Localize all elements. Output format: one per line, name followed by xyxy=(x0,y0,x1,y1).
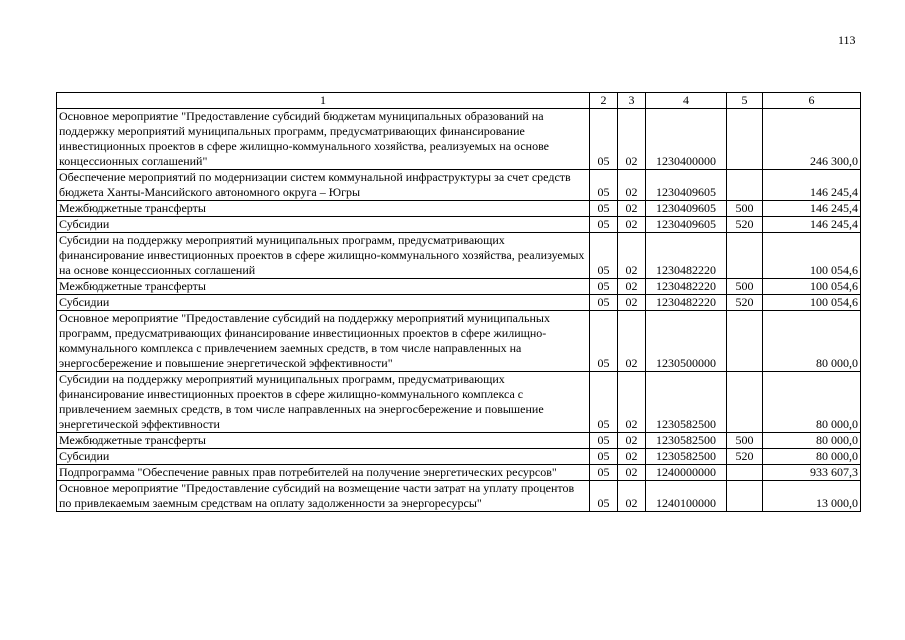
row-expense-type-cell: 520 xyxy=(727,295,763,311)
row-name-cell: Основное мероприятие "Предоставление субсидий на поддержку мероприятий муниципальных программ, предусматривающих финансирование инвестиционных проектов в сфере жилищно-коммунального комплекса с привлечением заемных средств, в том числе направленных на энергосбережение и повышение энергетической эффективности" xyxy=(57,311,590,372)
table-row xyxy=(57,295,861,311)
row-subsection-cell: 02 xyxy=(618,233,646,279)
row-section-cell: 05 xyxy=(590,217,618,233)
row-expense-type-cell: 520 xyxy=(727,217,763,233)
row-amount-cell: 933 607,3 xyxy=(763,465,861,481)
row-amount-cell: 146 245,4 xyxy=(763,201,861,217)
row-expense-type-cell xyxy=(727,109,763,170)
row-subsection-cell: 02 xyxy=(618,449,646,465)
row-name-cell: Межбюджетные трансферты xyxy=(57,201,590,217)
table-row xyxy=(57,201,861,217)
row-section-cell: 05 xyxy=(590,481,618,512)
row-target-article-cell: 1230482220 xyxy=(646,295,727,311)
page-number: 113 xyxy=(838,33,856,47)
row-section-cell: 05 xyxy=(590,109,618,170)
table-row xyxy=(57,465,861,481)
row-subsection-cell: 02 xyxy=(618,279,646,295)
row-amount-cell: 13 000,0 xyxy=(763,481,861,512)
row-target-article-cell: 1230500000 xyxy=(646,311,727,372)
row-subsection-cell: 02 xyxy=(618,109,646,170)
row-section-cell: 05 xyxy=(590,465,618,481)
row-amount-cell: 146 245,4 xyxy=(763,217,861,233)
table-row xyxy=(57,170,861,201)
row-amount-cell: 80 000,0 xyxy=(763,372,861,433)
row-section-cell: 05 xyxy=(590,372,618,433)
row-subsection-cell: 02 xyxy=(618,372,646,433)
row-subsection-cell: 02 xyxy=(618,217,646,233)
table-row xyxy=(57,311,861,372)
row-name-cell: Межбюджетные трансферты xyxy=(57,279,590,295)
table-row xyxy=(57,233,861,279)
row-amount-cell: 146 245,4 xyxy=(763,170,861,201)
row-section-cell: 05 xyxy=(590,295,618,311)
row-section-cell: 05 xyxy=(590,201,618,217)
row-target-article-cell: 1230409605 xyxy=(646,170,727,201)
column-header-6: 6 xyxy=(763,93,861,109)
row-name-cell: Основное мероприятие "Предоставление субсидий бюджетам муниципальных образований на поддержку мероприятий муниципальных программ, предусматривающих финансирование инвестиционных проектов в сфере жилищно-коммунального хозяйства, реализуемых на основе концессионных соглашений" xyxy=(57,109,590,170)
row-expense-type-cell xyxy=(727,481,763,512)
column-header-5: 5 xyxy=(727,93,763,109)
row-expense-type-cell: 500 xyxy=(727,201,763,217)
row-subsection-cell: 02 xyxy=(618,201,646,217)
row-subsection-cell: 02 xyxy=(618,311,646,372)
row-name-cell: Субсидии на поддержку мероприятий муниципальных программ, предусматривающих финансирование инвестиционных проектов в сфере жилищно-коммунального комплекса с привлечением заемных средств, в том числе направленных на энергосбережение и повышение энергетической эффективности xyxy=(57,372,590,433)
row-target-article-cell: 1230582500 xyxy=(646,449,727,465)
row-section-cell: 05 xyxy=(590,433,618,449)
table-row xyxy=(57,481,861,512)
row-target-article-cell: 1240000000 xyxy=(646,465,727,481)
row-expense-type-cell xyxy=(727,233,763,279)
row-expense-type-cell: 500 xyxy=(727,433,763,449)
row-target-article-cell: 1230582500 xyxy=(646,433,727,449)
column-header-2: 2 xyxy=(590,93,618,109)
table-row xyxy=(57,372,861,433)
row-subsection-cell: 02 xyxy=(618,170,646,201)
row-section-cell: 05 xyxy=(590,233,618,279)
row-expense-type-cell: 500 xyxy=(727,279,763,295)
row-amount-cell: 80 000,0 xyxy=(763,449,861,465)
table-row xyxy=(57,109,861,170)
row-target-article-cell: 1230409605 xyxy=(646,201,727,217)
row-section-cell: 05 xyxy=(590,170,618,201)
row-subsection-cell: 02 xyxy=(618,465,646,481)
row-expense-type-cell xyxy=(727,465,763,481)
column-header-1: 1 xyxy=(57,93,590,109)
row-expense-type-cell: 520 xyxy=(727,449,763,465)
row-section-cell: 05 xyxy=(590,449,618,465)
row-subsection-cell: 02 xyxy=(618,433,646,449)
budget-table xyxy=(56,92,861,512)
row-name-cell: Субсидии xyxy=(57,295,590,311)
row-amount-cell: 80 000,0 xyxy=(763,311,861,372)
row-target-article-cell: 1230582500 xyxy=(646,372,727,433)
column-header-4: 4 xyxy=(646,93,727,109)
row-amount-cell: 246 300,0 xyxy=(763,109,861,170)
column-header-3: 3 xyxy=(618,93,646,109)
row-section-cell: 05 xyxy=(590,279,618,295)
row-name-cell: Субсидии xyxy=(57,217,590,233)
row-name-cell: Подпрограмма "Обеспечение равных прав потребителей на получение энергетических ресурсов" xyxy=(57,465,590,481)
row-subsection-cell: 02 xyxy=(618,295,646,311)
table-row xyxy=(57,279,861,295)
row-name-cell: Субсидии xyxy=(57,449,590,465)
table-header-row xyxy=(57,93,861,109)
row-expense-type-cell xyxy=(727,170,763,201)
table-row xyxy=(57,217,861,233)
row-expense-type-cell xyxy=(727,311,763,372)
row-expense-type-cell xyxy=(727,372,763,433)
row-amount-cell: 100 054,6 xyxy=(763,233,861,279)
row-target-article-cell: 1230400000 xyxy=(646,109,727,170)
row-amount-cell: 80 000,0 xyxy=(763,433,861,449)
row-section-cell: 05 xyxy=(590,311,618,372)
table-row xyxy=(57,433,861,449)
row-target-article-cell: 1230482220 xyxy=(646,279,727,295)
row-subsection-cell: 02 xyxy=(618,481,646,512)
row-amount-cell: 100 054,6 xyxy=(763,279,861,295)
row-name-cell: Межбюджетные трансферты xyxy=(57,433,590,449)
row-name-cell: Субсидии на поддержку мероприятий муниципальных программ, предусматривающих финансирование инвестиционных проектов в сфере жилищно-коммунального хозяйства, реализуемых на основе концессионных соглашений xyxy=(57,233,590,279)
row-target-article-cell: 1240100000 xyxy=(646,481,727,512)
row-name-cell: Обеспечение мероприятий по модернизации систем коммунальной инфраструктуры за счет средств бюджета Ханты-Мансийского автономного округа – Югры xyxy=(57,170,590,201)
row-target-article-cell: 1230482220 xyxy=(646,233,727,279)
table-row xyxy=(57,449,861,465)
row-name-cell: Основное мероприятие "Предоставление субсидий на возмещение части затрат на уплату процентов по привлекаемым заемным средствам на оплату задолженности за энергоресурсы" xyxy=(57,481,590,512)
table-body xyxy=(57,93,861,512)
row-target-article-cell: 1230409605 xyxy=(646,217,727,233)
row-amount-cell: 100 054,6 xyxy=(763,295,861,311)
